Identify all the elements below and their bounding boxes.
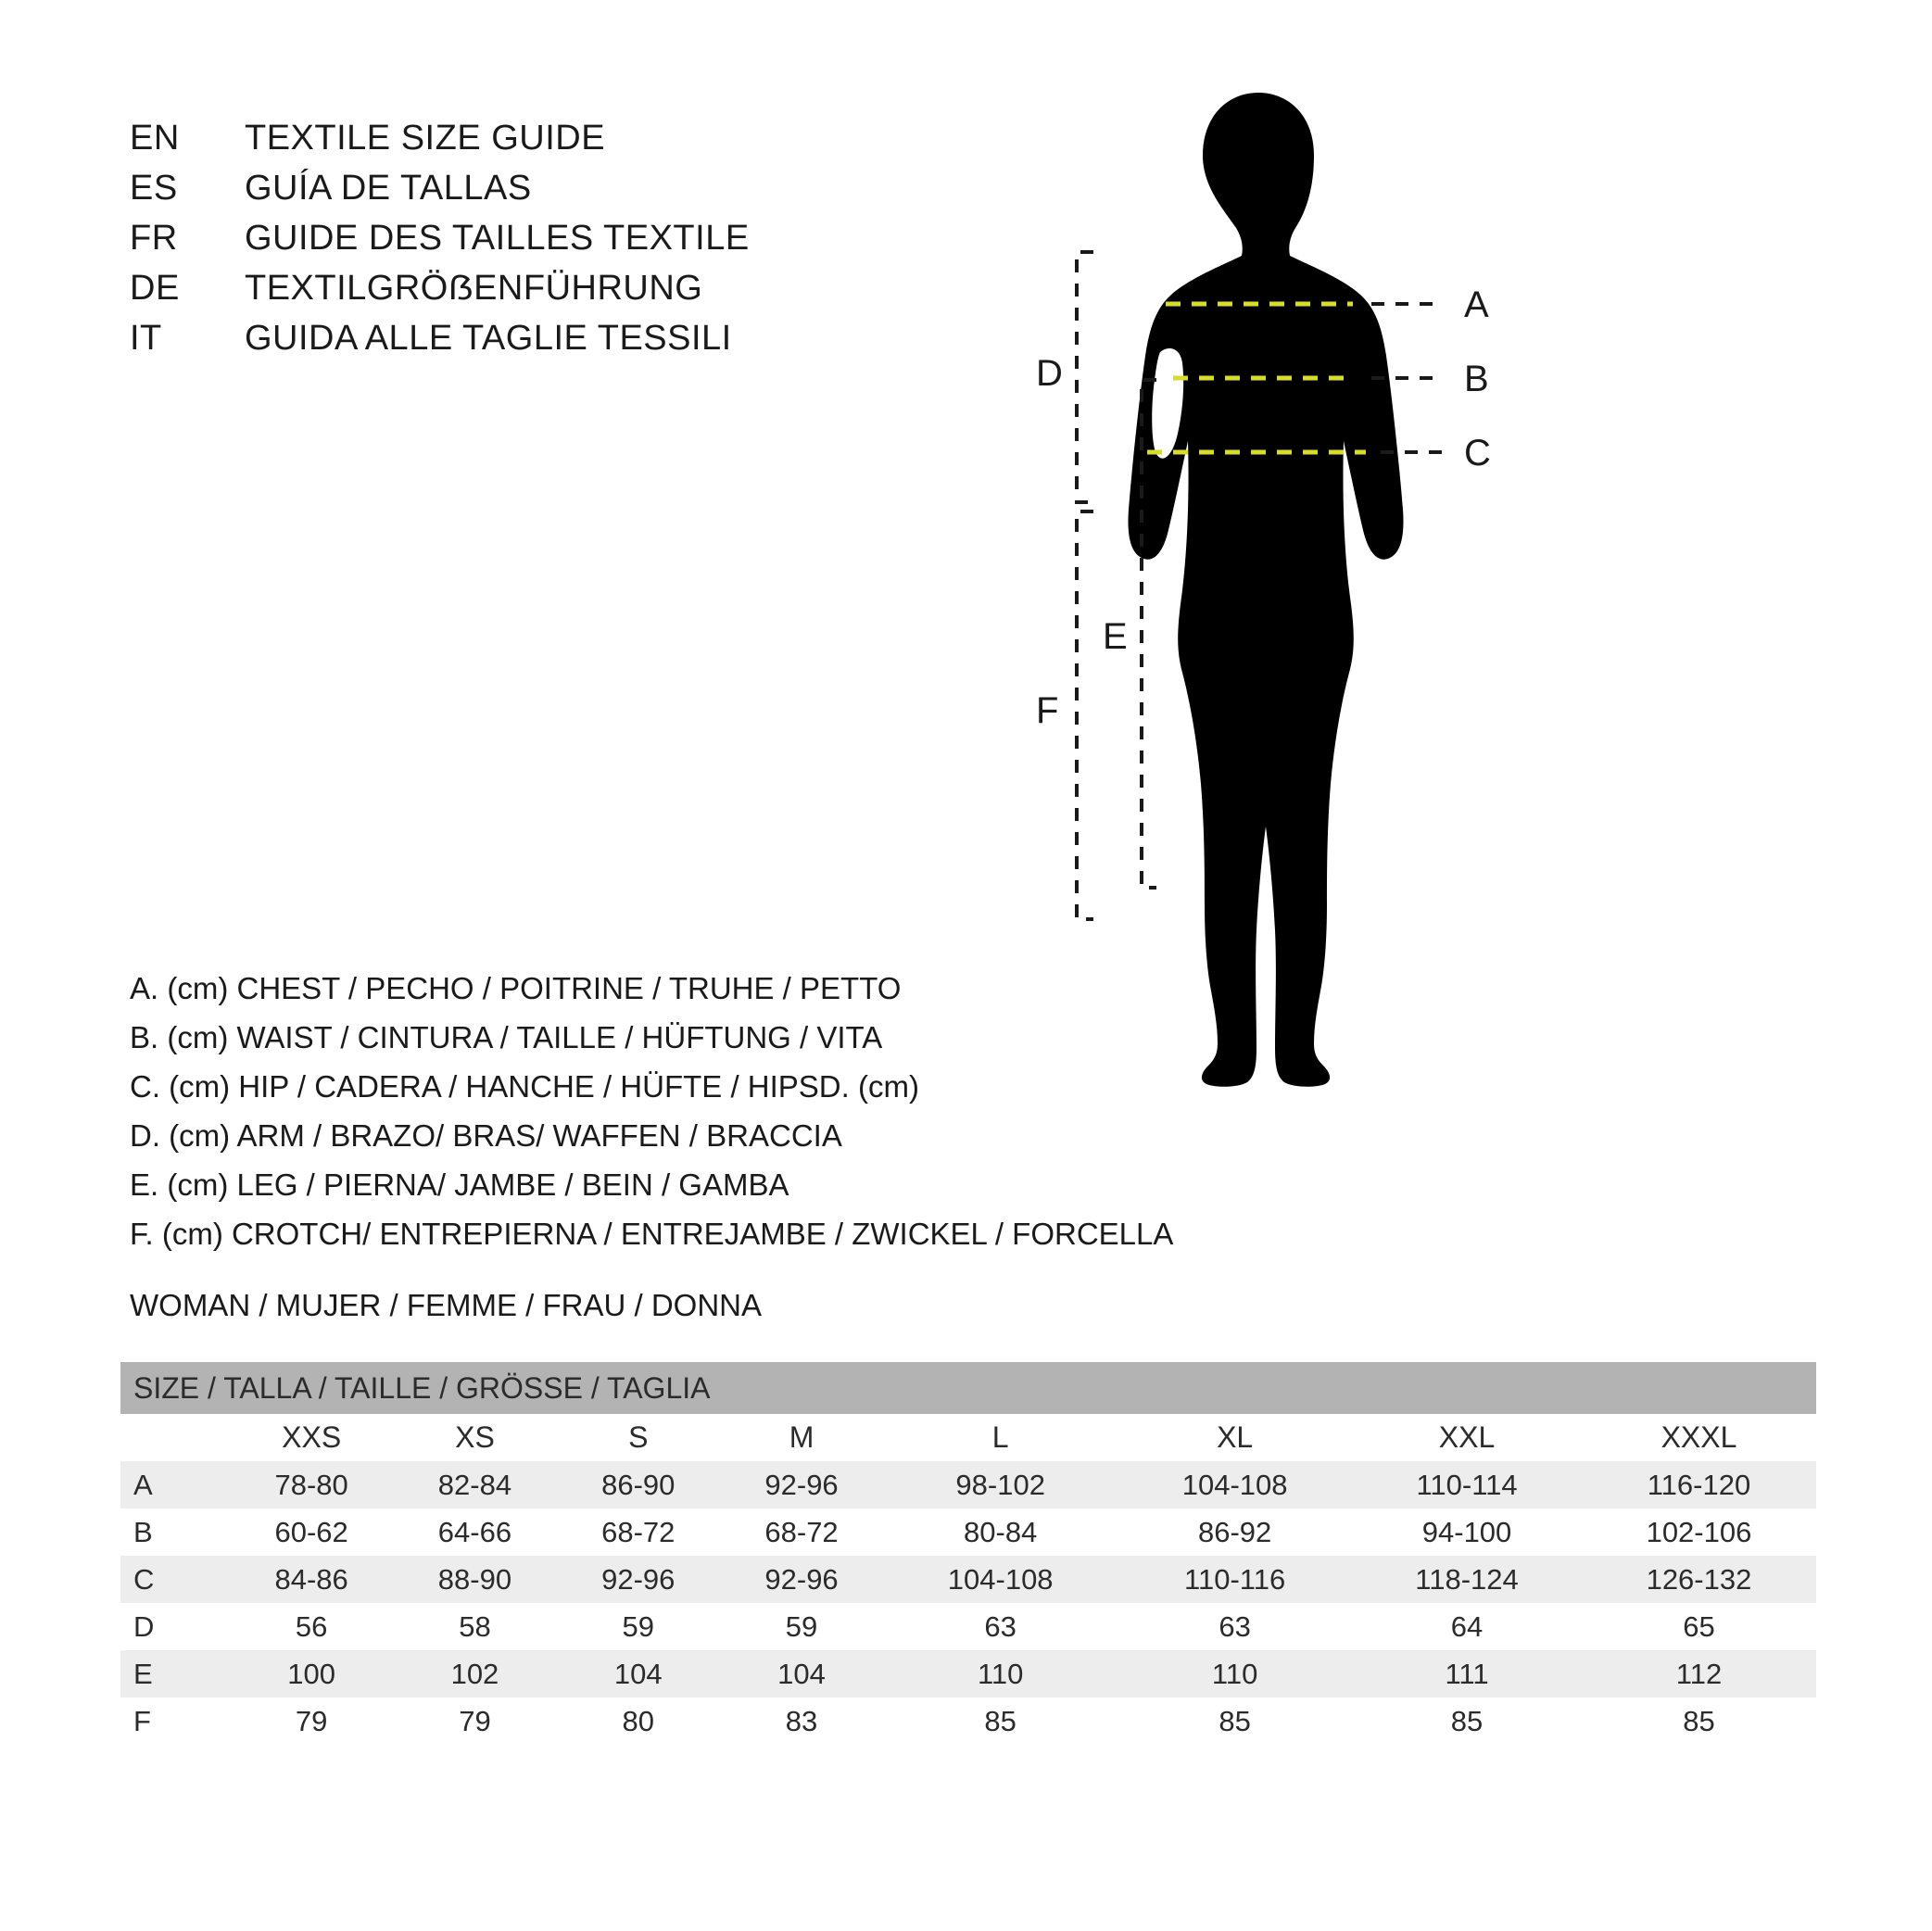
legend-line-d: D. (cm) ARM / BRAZO/ BRAS/ WAFFEN / BRACCIA [130, 1118, 842, 1153]
cell-d-s: 59 [622, 1609, 654, 1643]
cell-b-l: 80-84 [964, 1515, 1038, 1548]
title-text: GUÍA DE TALLAS [245, 169, 532, 208]
legend-line-e: E. (cm) LEG / PIERNA/ JAMBE / BEIN / GAMBA [130, 1167, 789, 1202]
cell-b-xxl: 94-100 [1421, 1515, 1512, 1548]
cell-b-xxs: 60-62 [274, 1515, 348, 1548]
table-row [120, 1461, 1816, 1508]
cell-d-xl: 63 [1219, 1609, 1251, 1643]
title-lang-code: IT [130, 319, 162, 358]
measurement-legend [130, 964, 1173, 1258]
cell-f-s: 80 [622, 1704, 654, 1737]
cell-e-m: 104 [720, 1650, 883, 1698]
table-corner-cell [120, 1414, 230, 1461]
table-row [120, 1698, 1816, 1745]
cell-b-s: 68-72 [601, 1515, 676, 1548]
body-measurement-diagram [1036, 74, 1853, 1214]
cell-f-xxl: 85 [1450, 1704, 1484, 1737]
title-text: GUIDE DES TAILLES TEXTILE [245, 219, 750, 258]
cell-c-s: 92-96 [557, 1556, 720, 1603]
measure-label-a: A [1464, 284, 1489, 325]
title-text: TEXTILE SIZE GUIDE [245, 119, 606, 158]
cell-c-m: 92-96 [720, 1556, 883, 1603]
cell-c-xxl: 118-124 [1352, 1556, 1582, 1603]
legend-line-f: F. (cm) CROTCH/ ENTREPIERNA / ENTREJAMBE / ZWICKEL / FORCELLA [130, 1217, 1174, 1251]
cell-e-xs: 102 [393, 1650, 556, 1698]
table-row [120, 1603, 1816, 1650]
cell-a-xxxl: 116-120 [1582, 1461, 1816, 1508]
row-label-a: A [120, 1461, 230, 1508]
title-row [130, 319, 750, 369]
cell-e-xxxl: 112 [1582, 1650, 1816, 1698]
cell-f-xs: 79 [459, 1704, 491, 1737]
title-lang-code: DE [130, 269, 180, 308]
size-header-m: M [789, 1420, 814, 1454]
cell-a-l: 98-102 [883, 1461, 1118, 1508]
size-header-xs: XS [455, 1420, 495, 1454]
size-header-xxs: XXS [282, 1420, 342, 1454]
cell-c-xl: 110-116 [1118, 1556, 1352, 1603]
cell-e-xl: 110 [1118, 1650, 1352, 1698]
legend-line-b: B. (cm) WAIST / CINTURA / TAILLE / HÜFTUNG / VITA [130, 1020, 883, 1054]
cell-f-m: 83 [785, 1704, 818, 1737]
cell-b-xxxl: 102-106 [1646, 1515, 1752, 1548]
cell-f-l: 85 [984, 1704, 1017, 1737]
row-label-c: C [120, 1556, 230, 1603]
cell-a-m: 92-96 [720, 1461, 883, 1508]
measure-label-b: B [1464, 359, 1489, 399]
size-header-xxl: XXL [1438, 1420, 1496, 1454]
row-label-d: D [133, 1609, 155, 1643]
bracket-f [1077, 511, 1093, 919]
cell-d-xxl: 64 [1450, 1609, 1484, 1643]
female-silhouette-icon [1129, 93, 1404, 1087]
cell-e-xxs: 100 [230, 1650, 393, 1698]
table-header-band [120, 1362, 1816, 1414]
gender-label: WOMAN / MUJER / FEMME / FRAU / DONNA [130, 1288, 762, 1322]
size-header-xl: XL [1217, 1420, 1254, 1454]
cell-b-xs: 64-66 [437, 1515, 512, 1548]
cell-c-xs: 88-90 [393, 1556, 556, 1603]
cell-a-xl: 104-108 [1118, 1461, 1352, 1508]
cell-b-m: 68-72 [764, 1515, 839, 1548]
bracket-label-d: D [1036, 353, 1063, 394]
cell-f-xxs: 79 [295, 1704, 328, 1737]
cell-c-xxxl: 126-132 [1582, 1556, 1816, 1603]
title-lang-code: ES [130, 169, 178, 208]
cell-d-xs: 58 [459, 1609, 491, 1643]
row-label-f: F [133, 1704, 151, 1737]
row-label-b: B [133, 1515, 153, 1548]
cell-a-xxs: 78-80 [230, 1461, 393, 1508]
legend-line-c: C. (cm) HIP / CADERA / HANCHE / HÜFTE / HIPSD. (cm) [130, 1069, 919, 1104]
title-text: TEXTILGRÖẞENFÜHRUNG [245, 269, 703, 308]
cell-f-xxxl: 85 [1683, 1704, 1715, 1737]
table-size-header-row [120, 1414, 1816, 1461]
cell-b-xl: 86-92 [1197, 1515, 1272, 1548]
cell-d-xxxl: 65 [1683, 1609, 1715, 1643]
title-row [130, 169, 750, 219]
title-lang-code: FR [130, 219, 178, 258]
bracket-label-f: F [1036, 690, 1059, 731]
cell-d-xxs: 56 [295, 1609, 328, 1643]
table-row [120, 1556, 1816, 1603]
title-row [130, 219, 750, 269]
cell-c-l: 104-108 [883, 1556, 1118, 1603]
size-header-xxxl: XXXL [1661, 1420, 1737, 1454]
size-header-s: S [628, 1420, 649, 1454]
cell-c-xxs: 84-86 [230, 1556, 393, 1603]
measure-label-c: C [1464, 433, 1491, 473]
title-text: GUIDA ALLE TAGLIE TESSILI [245, 319, 732, 358]
table-row [120, 1650, 1816, 1698]
title-row [130, 119, 750, 169]
cell-a-xs: 82-84 [393, 1461, 556, 1508]
size-guide-title-block [130, 119, 750, 369]
cell-e-l: 110 [883, 1650, 1118, 1698]
size-header-l: L [991, 1420, 1009, 1454]
row-label-e: E [120, 1650, 230, 1698]
cell-f-xl: 85 [1219, 1704, 1251, 1737]
title-lang-code: EN [130, 119, 180, 158]
cell-e-xxl: 111 [1352, 1650, 1582, 1698]
cell-d-m: 59 [785, 1609, 818, 1643]
cell-a-xxl: 110-114 [1352, 1461, 1582, 1508]
bracket-d [1077, 252, 1093, 502]
legend-line-a: A. (cm) CHEST / PECHO / POITRINE / TRUHE / PETTO [130, 971, 902, 1005]
table-header-band-label: SIZE / TALLA / TAILLE / GRÖSSE / TAGLIA [120, 1362, 1816, 1414]
table-row [120, 1508, 1816, 1556]
cell-a-s: 86-90 [557, 1461, 720, 1508]
title-row [130, 269, 750, 319]
cell-e-s: 104 [557, 1650, 720, 1698]
size-table [120, 1362, 1816, 1745]
bracket-label-e: E [1103, 616, 1128, 657]
cell-d-l: 63 [984, 1609, 1017, 1643]
